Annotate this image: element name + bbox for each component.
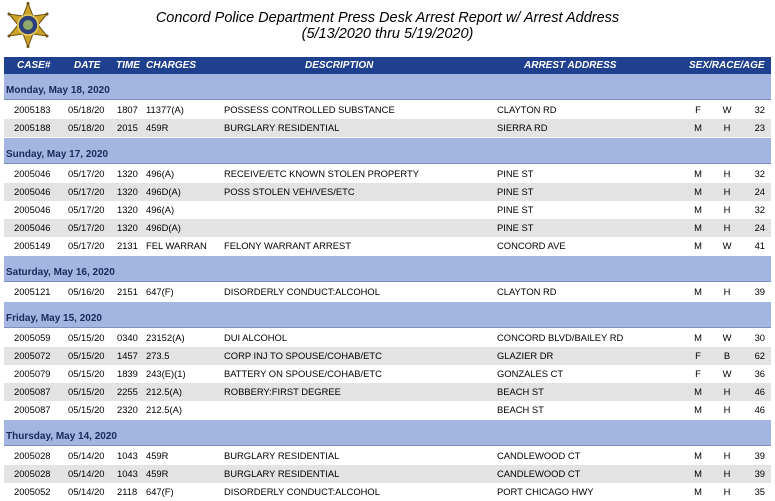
arrest-time: 1320 [117, 222, 138, 233]
day-label: Saturday, May 16, 2020 [6, 267, 115, 278]
arrest-time: 1320 [117, 204, 138, 215]
arrest-date: 05/14/20 [68, 486, 105, 497]
race: W [722, 240, 732, 251]
arrest-time: 0340 [117, 332, 138, 343]
age: 32 [754, 168, 765, 179]
day-group-header [4, 138, 771, 164]
arrest-row [4, 201, 771, 219]
sex: M [694, 332, 702, 343]
arrest-address: CONCORD AVE [497, 240, 566, 251]
report-date-range: (5/13/2020 thru 5/19/2020) [301, 26, 474, 42]
race: H [723, 222, 731, 233]
arrest-row [4, 465, 771, 483]
age: 39 [754, 450, 765, 461]
arrest-date: 05/18/20 [68, 122, 105, 133]
race: H [723, 204, 731, 215]
case-number: 2005046 [14, 186, 51, 197]
col-sex-race-age: SEX/RACE/AGE [689, 60, 765, 71]
race: W [722, 332, 732, 343]
col-time: TIME [116, 60, 140, 71]
arrest-row [4, 447, 771, 465]
race: H [723, 168, 731, 179]
arrest-address: PINE ST [497, 222, 534, 233]
report-title: Concord Police Department Press Desk Arrest Report w/ Arrest Address [155, 10, 620, 26]
arrest-address: BEACH ST [497, 386, 544, 397]
arrest-row [4, 483, 771, 501]
day-label: Monday, May 18, 2020 [6, 85, 110, 96]
col-charges: CHARGES [146, 60, 197, 71]
case-number: 2005046 [14, 222, 51, 233]
sex: M [694, 468, 702, 479]
day-group-header [4, 74, 771, 100]
charge-code: 212.5(A) [146, 386, 182, 397]
case-number: 2005087 [14, 386, 51, 397]
age: 62 [754, 350, 765, 361]
arrest-time: 2255 [117, 386, 138, 397]
case-number: 2005087 [14, 404, 51, 415]
day-group-header [4, 302, 771, 328]
arrest-time: 1043 [117, 468, 138, 479]
charge-code: 496(A) [146, 168, 175, 179]
charge-code: FEL WARRAN [146, 240, 207, 251]
day-group-header [4, 420, 771, 446]
charge-code: 23152(A) [146, 332, 185, 343]
case-number: 2005059 [14, 332, 51, 343]
charge-code: 647(F) [146, 486, 174, 497]
age: 30 [754, 332, 765, 343]
arrest-address: GLAZIER DR [497, 350, 554, 361]
arrest-time: 1807 [117, 104, 138, 115]
arrest-row [4, 383, 771, 401]
age: 36 [754, 368, 765, 379]
charge-description: DISORDERLY CONDUCT:ALCOHOL [224, 486, 380, 497]
sex: F [695, 368, 701, 379]
charge-description: POSSESS CONTROLLED SUBSTANCE [224, 104, 395, 115]
charge-code: 212.5(A) [146, 404, 182, 415]
age: 32 [754, 104, 765, 115]
charge-description: ROBBERY:FIRST DEGREE [224, 386, 341, 397]
charge-description: POSS STOLEN VEH/VES/ETC [224, 186, 355, 197]
arrest-date: 05/15/20 [68, 386, 105, 397]
arrest-address: CLAYTON RD [497, 104, 557, 115]
day-label: Sunday, May 17, 2020 [6, 149, 109, 160]
arrest-date: 05/15/20 [68, 350, 105, 361]
age: 24 [754, 186, 765, 197]
sex: M [694, 404, 702, 415]
case-number: 2005028 [14, 468, 51, 479]
sex: M [694, 168, 702, 179]
arrest-row [4, 165, 771, 183]
race: H [723, 404, 731, 415]
sex: M [694, 240, 702, 251]
arrest-address: PORT CHICAGO HWY [497, 486, 594, 497]
race: H [723, 286, 731, 297]
age: 35 [754, 486, 765, 497]
case-number: 2005046 [14, 168, 51, 179]
charge-description: BURGLARY RESIDENTIAL [224, 122, 340, 133]
arrest-time: 1043 [117, 450, 138, 461]
arrest-date: 05/15/20 [68, 368, 105, 379]
charge-description: DUI ALCOHOL [224, 332, 288, 343]
day-group-header [4, 256, 771, 282]
age: 46 [754, 404, 765, 415]
sex: M [694, 386, 702, 397]
charge-code: 647(F) [146, 286, 174, 297]
arrest-address: CLAYTON RD [497, 286, 557, 297]
charge-description: DISORDERLY CONDUCT:ALCOHOL [224, 286, 380, 297]
column-header-bar [4, 57, 771, 74]
arrest-time: 2320 [117, 404, 138, 415]
day-label: Thursday, May 14, 2020 [6, 431, 117, 442]
case-number: 2005028 [14, 450, 51, 461]
age: 32 [754, 204, 765, 215]
case-number: 2005046 [14, 204, 51, 215]
col-description: DESCRIPTION [305, 60, 374, 71]
arrest-address: BEACH ST [497, 404, 544, 415]
arrest-row [4, 347, 771, 365]
race: W [722, 104, 732, 115]
arrest-address: GONZALES CT [497, 368, 564, 379]
race: H [723, 486, 731, 497]
race: H [723, 468, 731, 479]
arrest-row [4, 183, 771, 201]
charge-code: 496D(A) [146, 186, 181, 197]
arrest-date: 05/17/20 [68, 204, 105, 215]
charge-description: BURGLARY RESIDENTIAL [224, 468, 340, 479]
race: H [723, 122, 731, 133]
arrest-address: PINE ST [497, 168, 534, 179]
arrest-address: PINE ST [497, 204, 534, 215]
age: 39 [754, 286, 765, 297]
sex: M [694, 450, 702, 461]
arrest-address: CANDLEWOOD CT [497, 450, 581, 461]
arrest-address: PINE ST [497, 186, 534, 197]
arrest-row [4, 237, 771, 255]
race: W [722, 368, 732, 379]
arrest-date: 05/17/20 [68, 240, 105, 251]
sex: M [694, 186, 702, 197]
arrest-time: 1320 [117, 186, 138, 197]
arrest-row [4, 365, 771, 383]
arrest-time: 2151 [117, 286, 138, 297]
arrest-row [4, 119, 771, 137]
charge-code: 459R [146, 122, 169, 133]
age: 39 [754, 468, 765, 479]
charge-code: 11377(A) [146, 104, 184, 115]
charge-code: 459R [146, 468, 169, 479]
charge-description: RECEIVE/ETC KNOWN STOLEN PROPERTY [224, 168, 420, 179]
arrest-time: 2131 [117, 240, 138, 251]
arrest-address: CANDLEWOOD CT [497, 468, 581, 479]
age: 23 [754, 122, 765, 133]
col-case: CASE# [17, 60, 51, 71]
arrest-time: 1457 [117, 350, 138, 361]
charge-description: FELONY WARRANT ARREST [224, 240, 351, 251]
sex: F [695, 350, 701, 361]
case-number: 2005052 [14, 486, 51, 497]
arrest-row [4, 401, 771, 419]
charge-code: 273.5 [146, 350, 170, 361]
arrest-time: 1839 [117, 368, 138, 379]
charge-description: BATTERY ON SPOUSE/COHAB/ETC [224, 368, 382, 379]
sex: F [695, 104, 701, 115]
case-number: 2005149 [14, 240, 51, 251]
sex: M [694, 222, 702, 233]
arrest-date: 05/17/20 [68, 186, 105, 197]
arrest-date: 05/17/20 [68, 168, 105, 179]
col-date: DATE [74, 60, 101, 71]
charge-code: 459R [146, 450, 169, 461]
arrest-date: 05/15/20 [68, 332, 105, 343]
arrest-row [4, 329, 771, 347]
charge-description: CORP INJ TO SPOUSE/COHAB/ETC [224, 350, 382, 361]
arrest-time: 2118 [117, 486, 138, 497]
sex: M [694, 204, 702, 215]
race: H [723, 186, 731, 197]
arrest-date: 05/14/20 [68, 468, 105, 479]
charge-code: 496D(A) [146, 222, 181, 233]
sex: M [694, 486, 702, 497]
race: H [723, 450, 731, 461]
arrest-row [4, 219, 771, 237]
charge-description: BURGLARY RESIDENTIAL [224, 450, 340, 461]
arrest-address: SIERRA RD [497, 122, 548, 133]
day-label: Friday, May 15, 2020 [6, 313, 102, 324]
arrest-time: 2015 [117, 122, 138, 133]
sex: M [694, 122, 702, 133]
sex: M [694, 286, 702, 297]
age: 41 [754, 240, 765, 251]
age: 24 [754, 222, 765, 233]
charge-code: 496(A) [146, 204, 175, 215]
case-number: 2005072 [14, 350, 51, 361]
arrest-time: 1320 [117, 168, 138, 179]
charge-code: 243(E)(1) [146, 368, 186, 379]
arrest-date: 05/15/20 [68, 404, 105, 415]
arrest-row [4, 283, 771, 301]
case-number: 2005121 [14, 286, 51, 297]
case-number: 2005079 [14, 368, 51, 379]
case-number: 2005188 [14, 122, 51, 133]
arrest-date: 05/14/20 [68, 450, 105, 461]
arrest-row [4, 101, 771, 119]
race: H [723, 386, 731, 397]
race: B [723, 350, 731, 361]
age: 46 [754, 386, 765, 397]
case-number: 2005183 [14, 104, 51, 115]
arrest-date: 05/17/20 [68, 222, 105, 233]
arrest-date: 05/16/20 [68, 286, 105, 297]
arrest-date: 05/18/20 [68, 104, 105, 115]
arrest-address: CONCORD BLVD/BAILEY RD [497, 332, 624, 343]
col-arrest-address: ARREST ADDRESS [524, 60, 617, 71]
